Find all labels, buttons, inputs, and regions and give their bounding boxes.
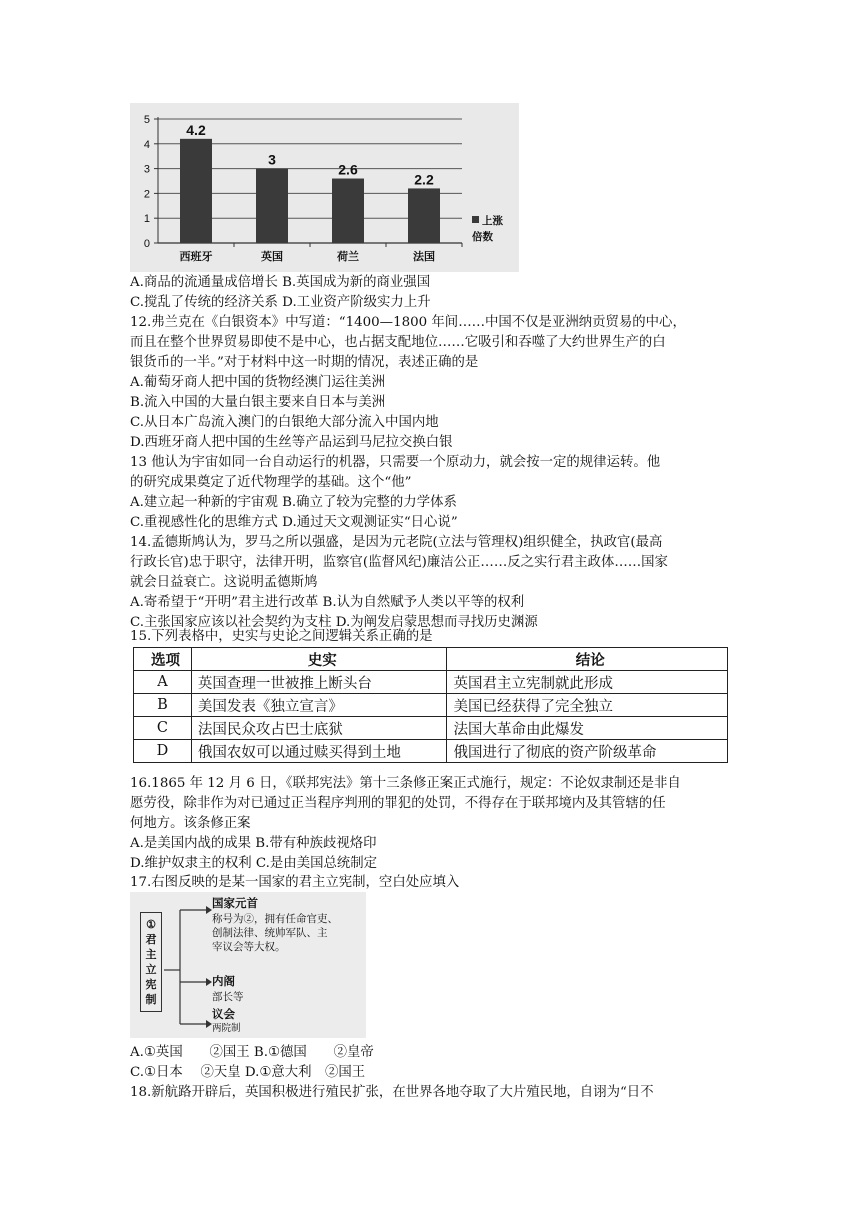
row-option: B — [134, 694, 192, 717]
bar-value-label: 3 — [268, 151, 276, 168]
left-label-char: 君 — [145, 933, 157, 946]
bar-value-label: 2.2 — [414, 171, 434, 188]
bar — [408, 188, 440, 243]
parliament-desc: 两院制 — [212, 1023, 241, 1034]
y-tick-label: 4 — [143, 138, 150, 151]
cabinet-title: 内阁 — [212, 974, 235, 988]
bar — [256, 169, 288, 243]
q13-stem-line2: 的研究成果奠定了近代物理学的基础。这个“他” — [130, 475, 412, 490]
table-header-row — [134, 648, 728, 671]
q16-options-line1: A.是美国内战的成果 B.带有种族歧视烙印 — [130, 836, 377, 851]
row-option: D — [134, 740, 192, 763]
q12-stem-line1: 12.弗兰克在《白银资本》中写道：“1400—1800 年间……中国不仅是亚洲纳贡贸易的中心， — [130, 315, 686, 330]
q14-options-line1: A.寄希望于“开明”君主进行改革 B.认为自然赋予人类以平等的权利 — [130, 595, 525, 610]
row-conclusion: 英国君主立宪制就此形成 — [447, 671, 728, 694]
q16-stem-line2: 愿劳役，除非作为对已通过正当程序判刑的罪犯的处罚，不得存在于联邦境内及其管辖的任 — [130, 796, 666, 811]
cabinet-desc: 部长等 — [212, 991, 244, 1003]
q12-stem-line3: 银货币的一半。”对于材料中这一时期的情况，表述正确的是 — [130, 355, 479, 370]
row-conclusion: 美国已经获得了完全独立 — [447, 694, 728, 717]
q15-table — [133, 647, 728, 763]
q12-option-c: C.从日本广岛流入澳门的白银绝大部分流入中国内地 — [130, 415, 439, 430]
x-tick-label: 西班牙 — [179, 250, 213, 263]
left-label-char: 主 — [145, 948, 157, 961]
header-option: 选项 — [134, 648, 192, 671]
table-row — [134, 694, 728, 717]
q14-stem-line2: 行政长官)忠于职守，法律开明，监察官(监督风纪)廉洁公正……反之实行君主政体……国家 — [130, 555, 668, 570]
silver-price-bar-chart — [130, 103, 519, 272]
q17-options-line2: C.①日本 ②天皇 D.①意大利 ②国王 — [130, 1065, 366, 1080]
y-tick-label: 2 — [143, 188, 150, 201]
q16-stem-line3: 何地方。该条修正案 — [130, 816, 251, 831]
bar-value-label: 4.2 — [186, 121, 206, 138]
chart-canvas — [130, 103, 519, 272]
legend-swatch — [472, 216, 479, 223]
q12-stem-line2: 而且在整个世界贸易即使不是中心，也占据支配地位……它吸引和吞噬了大约世界生产的白 — [130, 335, 666, 350]
q15-stem: 15.下列表格中，史实与史论之间逻辑关系正确的是 — [130, 629, 433, 644]
q11-options-line2: C.搅乱了传统的经济关系 D.工业资产阶级实力上升 — [130, 295, 431, 310]
left-label-char: 宪 — [145, 978, 157, 991]
header-conclusion: 结论 — [447, 648, 728, 671]
x-tick-label: 荷兰 — [337, 250, 359, 263]
row-option: C — [134, 717, 192, 740]
left-label-char: ① — [146, 918, 156, 931]
table-row — [134, 717, 728, 740]
q14-stem-line3: 就会日益衰亡。这说明孟德斯鸠 — [130, 575, 318, 590]
bar — [332, 179, 364, 243]
parliament-title: 议会 — [212, 1007, 235, 1021]
bar-value-label: 2.6 — [338, 161, 358, 178]
table-row — [134, 740, 728, 763]
y-tick-label: 1 — [143, 213, 150, 226]
constitutional-monarchy-diagram — [130, 892, 366, 1038]
q13-options-line2: C.重视感性化的思维方式 D.通过天文观测证实“日心说” — [130, 515, 458, 530]
x-tick-label: 英国 — [261, 250, 283, 263]
bar — [180, 139, 212, 243]
row-conclusion: 法国大革命由此爆发 — [447, 717, 728, 740]
legend-label-line2: 倍数 — [472, 231, 493, 243]
q11-options-line1: A.商品的流通量成倍增长 B.英国成为新的商业强国 — [130, 275, 431, 290]
row-conclusion: 俄国进行了彻底的资产阶级革命 — [447, 740, 728, 763]
x-tick-label: 法国 — [413, 250, 435, 263]
left-label-char: 制 — [145, 993, 157, 1006]
head-of-state-desc-line3: 宰议会等大权。 — [212, 941, 286, 953]
left-label-char: 立 — [145, 963, 157, 976]
row-fact: 法国民众攻占巴士底狱 — [191, 717, 447, 740]
row-fact: 美国发表《独立宣言》 — [191, 694, 447, 717]
y-tick-label: 0 — [143, 238, 150, 250]
q17-options-line1: A.①英国 ②国王 B.①德国 ②皇帝 — [130, 1045, 374, 1060]
q13-stem-line1: 13 他认为宇宙如同一台自动运行的机器，只需要一个原动力，就会按一定的规律运转。他 — [130, 455, 661, 470]
q12-option-b: B.流入中国的大量白银主要来自日本与美洲 — [130, 395, 386, 410]
q12-option-d: D.西班牙商人把中国的生丝等产品运到马尼拉交换白银 — [130, 435, 453, 450]
row-fact: 英国查理一世被推上断头台 — [191, 671, 447, 694]
q12-option-a: A.葡萄牙商人把中国的货物经澳门运往美洲 — [130, 375, 385, 390]
q14-stem-line1: 14.孟德斯鸠认为，罗马之所以强盛，是因为元老院(立法与管理权)组织健全，执政官(最高 — [130, 535, 663, 550]
q18-stem-line1: 18.新航路开辟后，英国积极进行殖民扩张，在世界各地夺取了大片殖民地，自诩为“日不 — [130, 1085, 654, 1100]
q14-options-line2: C.主张国家应该以社会契约为支柱 D.为阐发启蒙思想而寻找历史渊源 — [130, 615, 538, 630]
head-of-state-title: 国家元首 — [212, 896, 258, 910]
row-option: A — [134, 671, 192, 694]
q16-stem-line1: 16.1865 年 12 月 6 日，《联邦宪法》第十三条修正案正式施行，规定：不论奴隶制还是非自 — [130, 776, 681, 791]
y-tick-label: 3 — [143, 163, 150, 176]
table-row — [134, 671, 728, 694]
header-fact: 史实 — [191, 648, 447, 671]
y-tick-label: 5 — [143, 114, 150, 126]
head-of-state-desc-line2: 创制法律、统帅军队、主 — [212, 927, 328, 939]
q13-options-line1: A.建立起一种新的宇宙观 B.确立了较为完整的力学体系 — [130, 495, 457, 510]
row-fact: 俄国农奴可以通过赎买得到土地 — [191, 740, 447, 763]
head-of-state-desc-line1: 称号为②，拥有任命官吏、 — [212, 913, 338, 925]
q16-options-line2: D.维护奴隶主的权利 C.是由美国总统制定 — [130, 856, 378, 871]
legend-label-line1: 上涨 — [482, 215, 503, 227]
q17-stem: 17.右图反映的是某一国家的君主立宪制，空白处应填入 — [130, 875, 460, 890]
